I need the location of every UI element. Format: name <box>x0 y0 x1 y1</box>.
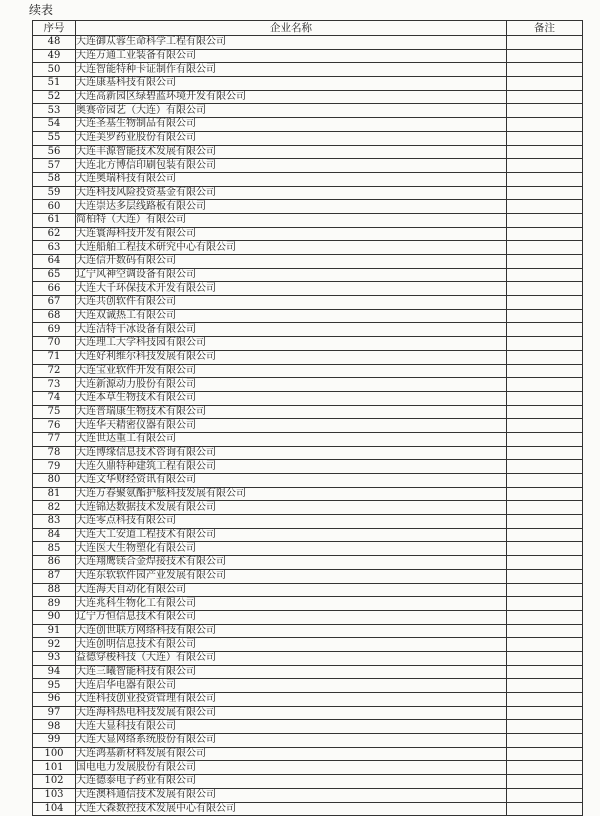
company-name: 大连丰源智能技术发展有限公司 <box>76 145 507 159</box>
remarks-cell <box>507 90 583 104</box>
company-name: 国电电力发展股份有限公司 <box>76 761 507 775</box>
remarks-cell <box>507 159 583 173</box>
remarks-cell <box>507 515 583 529</box>
row-number: 99 <box>33 734 76 748</box>
table-row <box>33 350 583 364</box>
remarks-cell <box>507 624 583 638</box>
table-row <box>33 747 583 761</box>
table-row <box>33 227 583 241</box>
company-name: 大连兆科生物化工有限公司 <box>76 597 507 611</box>
company-name: 大连康基科技有限公司 <box>76 77 507 91</box>
remarks-cell <box>507 118 583 132</box>
remarks-cell <box>507 350 583 364</box>
table-row <box>33 378 583 392</box>
remarks-cell <box>507 200 583 214</box>
row-number: 90 <box>33 610 76 624</box>
remarks-cell <box>507 63 583 77</box>
company-name: 大连翔鹰镁合金焊接技术有限公司 <box>76 556 507 570</box>
row-number: 73 <box>33 378 76 392</box>
company-name: 大连高新园区绿碧蓝环境开发有限公司 <box>76 90 507 104</box>
company-name: 大连三曦智能科技有限公司 <box>76 665 507 679</box>
row-number: 55 <box>33 131 76 145</box>
remarks-cell <box>507 172 583 186</box>
row-number: 67 <box>33 296 76 310</box>
table-row <box>33 460 583 474</box>
table-row <box>33 651 583 665</box>
table-row <box>33 90 583 104</box>
remarks-cell <box>507 569 583 583</box>
table-row <box>33 337 583 351</box>
company-name: 大连大工安道工程技术有限公司 <box>76 528 507 542</box>
company-name: 大连万春聚氨酯护舷科技发展有限公司 <box>76 487 507 501</box>
row-number: 76 <box>33 419 76 433</box>
continued-table-label: 续表 <box>29 3 54 17</box>
table-row <box>33 296 583 310</box>
remarks-cell <box>507 323 583 337</box>
company-name: 大连好利维尔科技发展有限公司 <box>76 350 507 364</box>
header-remarks: 备注 <box>507 21 583 36</box>
company-name: 大连普瑞康生物技术有限公司 <box>76 405 507 419</box>
row-number: 71 <box>33 350 76 364</box>
remarks-cell <box>507 131 583 145</box>
row-number: 92 <box>33 638 76 652</box>
row-number: 103 <box>33 788 76 802</box>
company-name: 大连洁特干冰设备有限公司 <box>76 323 507 337</box>
row-number: 84 <box>33 528 76 542</box>
company-name: 大连大森数控技术发展中心有限公司 <box>76 802 507 816</box>
company-name: 大连寰海科技开发有限公司 <box>76 227 507 241</box>
table-row <box>33 569 583 583</box>
row-number: 48 <box>33 36 76 50</box>
company-name: 简柏特（大连）有限公司 <box>76 213 507 227</box>
company-name: 大连科技创业投资管理有限公司 <box>76 693 507 707</box>
remarks-cell <box>507 583 583 597</box>
remarks-cell <box>507 364 583 378</box>
remarks-cell <box>507 501 583 515</box>
remarks-cell <box>507 665 583 679</box>
table-row <box>33 309 583 323</box>
table-row <box>33 446 583 460</box>
company-name: 大连万通工业装备有限公司 <box>76 49 507 63</box>
row-number: 87 <box>33 569 76 583</box>
table-row <box>33 118 583 132</box>
row-number: 104 <box>33 802 76 816</box>
header-company-name: 企业名称 <box>76 21 507 36</box>
row-number: 79 <box>33 460 76 474</box>
remarks-cell <box>507 638 583 652</box>
row-number: 88 <box>33 583 76 597</box>
row-number: 94 <box>33 665 76 679</box>
company-name: 大连大显科技有限公司 <box>76 720 507 734</box>
company-name: 大连零点科技有限公司 <box>76 515 507 529</box>
table-row <box>33 624 583 638</box>
row-number: 96 <box>33 693 76 707</box>
remarks-cell <box>507 255 583 269</box>
table-row <box>33 597 583 611</box>
table-row <box>33 159 583 173</box>
row-number: 80 <box>33 474 76 488</box>
company-name: 大连宝业软件开发有限公司 <box>76 364 507 378</box>
row-number: 95 <box>33 679 76 693</box>
company-name: 大连理工大学科技园有限公司 <box>76 337 507 351</box>
table-row <box>33 282 583 296</box>
table-row <box>33 515 583 529</box>
company-name: 大连海科热电科技发展有限公司 <box>76 706 507 720</box>
remarks-cell <box>507 432 583 446</box>
table-row <box>33 706 583 720</box>
table-row <box>33 556 583 570</box>
header-number: 序号 <box>33 21 76 36</box>
company-name: 大连东软软件园产业发展有限公司 <box>76 569 507 583</box>
table-row <box>33 665 583 679</box>
remarks-cell <box>507 36 583 50</box>
company-name: 益德穿梭科技（大连）有限公司 <box>76 651 507 665</box>
company-name: 大连大显网络系统股份有限公司 <box>76 734 507 748</box>
row-number: 56 <box>33 145 76 159</box>
remarks-cell <box>507 720 583 734</box>
company-name: 大连世达重工有限公司 <box>76 432 507 446</box>
table-row <box>33 405 583 419</box>
company-name: 大连本草生物技术有限公司 <box>76 391 507 405</box>
company-name: 大连智能特种卡证制作有限公司 <box>76 63 507 77</box>
row-number: 63 <box>33 241 76 255</box>
company-name: 大连科技风险投资基金有限公司 <box>76 186 507 200</box>
company-name: 大连锦达数据技术发展有限公司 <box>76 501 507 515</box>
remarks-cell <box>507 446 583 460</box>
row-number: 100 <box>33 747 76 761</box>
row-number: 98 <box>33 720 76 734</box>
row-number: 86 <box>33 556 76 570</box>
table-row <box>33 720 583 734</box>
row-number: 50 <box>33 63 76 77</box>
row-number: 51 <box>33 77 76 91</box>
row-number: 64 <box>33 255 76 269</box>
row-number: 89 <box>33 597 76 611</box>
remarks-cell <box>507 419 583 433</box>
table-row <box>33 542 583 556</box>
company-name: 奥赛帝园艺（大连）有限公司 <box>76 104 507 118</box>
table-row <box>33 501 583 515</box>
company-name: 大连海天自动化有限公司 <box>76 583 507 597</box>
table-row <box>33 802 583 816</box>
row-number: 69 <box>33 323 76 337</box>
table-row <box>33 693 583 707</box>
company-name: 大连鸿基新材料发展有限公司 <box>76 747 507 761</box>
remarks-cell <box>507 227 583 241</box>
company-name: 大连北方博信印刷包装有限公司 <box>76 159 507 173</box>
row-number: 60 <box>33 200 76 214</box>
remarks-cell <box>507 693 583 707</box>
remarks-cell <box>507 775 583 789</box>
company-list-table <box>32 20 583 816</box>
company-name: 大连船舶工程技术研究中心有限公司 <box>76 241 507 255</box>
remarks-cell <box>507 734 583 748</box>
row-number: 75 <box>33 405 76 419</box>
company-name: 大连御苁蓉生命科学工程有限公司 <box>76 36 507 50</box>
remarks-cell <box>507 679 583 693</box>
company-name: 大连博缘信息技术咨询有限公司 <box>76 446 507 460</box>
row-number: 97 <box>33 706 76 720</box>
remarks-cell <box>507 241 583 255</box>
row-number: 61 <box>33 213 76 227</box>
remarks-cell <box>507 651 583 665</box>
table-row <box>33 323 583 337</box>
company-name: 大连文华财经资讯有限公司 <box>76 474 507 488</box>
table-row <box>33 241 583 255</box>
table-row <box>33 734 583 748</box>
table-row <box>33 487 583 501</box>
remarks-cell <box>507 528 583 542</box>
company-name: 大连崇达多层线路板有限公司 <box>76 200 507 214</box>
company-name: 大连双诚热工有限公司 <box>76 309 507 323</box>
row-number: 85 <box>33 542 76 556</box>
table-row <box>33 131 583 145</box>
remarks-cell <box>507 802 583 816</box>
company-name: 大连奥瑞科技有限公司 <box>76 172 507 186</box>
row-number: 53 <box>33 104 76 118</box>
remarks-cell <box>507 597 583 611</box>
table-row <box>33 172 583 186</box>
row-number: 59 <box>33 186 76 200</box>
table-row <box>33 364 583 378</box>
row-number: 91 <box>33 624 76 638</box>
remarks-cell <box>507 186 583 200</box>
table-row <box>33 610 583 624</box>
remarks-cell <box>507 460 583 474</box>
row-number: 49 <box>33 49 76 63</box>
row-number: 83 <box>33 515 76 529</box>
row-number: 65 <box>33 268 76 282</box>
table-row <box>33 528 583 542</box>
row-number: 81 <box>33 487 76 501</box>
company-name: 大连圣基生物制品有限公司 <box>76 118 507 132</box>
row-number: 72 <box>33 364 76 378</box>
table-row <box>33 145 583 159</box>
table-row <box>33 104 583 118</box>
row-number: 70 <box>33 337 76 351</box>
row-number: 102 <box>33 775 76 789</box>
remarks-cell <box>507 474 583 488</box>
row-number: 58 <box>33 172 76 186</box>
table-row <box>33 788 583 802</box>
remarks-cell <box>507 296 583 310</box>
row-number: 54 <box>33 118 76 132</box>
row-number: 93 <box>33 651 76 665</box>
company-name: 大连久鼎特种建筑工程有限公司 <box>76 460 507 474</box>
company-name: 大连澳科通信技术发展有限公司 <box>76 788 507 802</box>
row-number: 66 <box>33 282 76 296</box>
remarks-cell <box>507 268 583 282</box>
table-row <box>33 638 583 652</box>
company-name: 辽宁万恒信息技术有限公司 <box>76 610 507 624</box>
row-number: 77 <box>33 432 76 446</box>
remarks-cell <box>507 542 583 556</box>
remarks-cell <box>507 282 583 296</box>
table-row <box>33 213 583 227</box>
company-name: 大连德泰电子药业有限公司 <box>76 775 507 789</box>
remarks-cell <box>507 556 583 570</box>
company-name: 大连信开数码有限公司 <box>76 255 507 269</box>
remarks-cell <box>507 104 583 118</box>
remarks-cell <box>507 610 583 624</box>
table-row <box>33 63 583 77</box>
remarks-cell <box>507 378 583 392</box>
table-body <box>33 36 583 816</box>
table-row <box>33 432 583 446</box>
company-name: 大连美罗药业股份有限公司 <box>76 131 507 145</box>
company-name: 大连创世联方网络科技有限公司 <box>76 624 507 638</box>
table-row <box>33 186 583 200</box>
table-row <box>33 761 583 775</box>
remarks-cell <box>507 145 583 159</box>
table-row <box>33 77 583 91</box>
remarks-cell <box>507 761 583 775</box>
remarks-cell <box>507 77 583 91</box>
remarks-cell <box>507 391 583 405</box>
remarks-cell <box>507 49 583 63</box>
row-number: 101 <box>33 761 76 775</box>
table-row <box>33 36 583 50</box>
company-name: 大连华天精密仪器有限公司 <box>76 419 507 433</box>
company-name: 辽宁风神空调设备有限公司 <box>76 268 507 282</box>
table-row <box>33 775 583 789</box>
table-row <box>33 49 583 63</box>
remarks-cell <box>507 706 583 720</box>
company-name: 大连创明信息技术有限公司 <box>76 638 507 652</box>
remarks-cell <box>507 487 583 501</box>
remarks-cell <box>507 309 583 323</box>
table-row <box>33 200 583 214</box>
table-header-row <box>33 21 583 36</box>
row-number: 52 <box>33 90 76 104</box>
table-row <box>33 419 583 433</box>
row-number: 57 <box>33 159 76 173</box>
remarks-cell <box>507 213 583 227</box>
table-row <box>33 255 583 269</box>
row-number: 78 <box>33 446 76 460</box>
row-number: 68 <box>33 309 76 323</box>
remarks-cell <box>507 337 583 351</box>
company-name: 大连医大生物塑化有限公司 <box>76 542 507 556</box>
remarks-cell <box>507 747 583 761</box>
table-row <box>33 268 583 282</box>
row-number: 62 <box>33 227 76 241</box>
table-row <box>33 391 583 405</box>
company-name: 大连大千环保技术开发有限公司 <box>76 282 507 296</box>
row-number: 74 <box>33 391 76 405</box>
remarks-cell <box>507 788 583 802</box>
table-row <box>33 583 583 597</box>
row-number: 82 <box>33 501 76 515</box>
company-name: 大连共创软件有限公司 <box>76 296 507 310</box>
remarks-cell <box>507 405 583 419</box>
company-name: 大连启华电器有限公司 <box>76 679 507 693</box>
company-name: 大连新源动力股份有限公司 <box>76 378 507 392</box>
table-row <box>33 474 583 488</box>
table-row <box>33 679 583 693</box>
